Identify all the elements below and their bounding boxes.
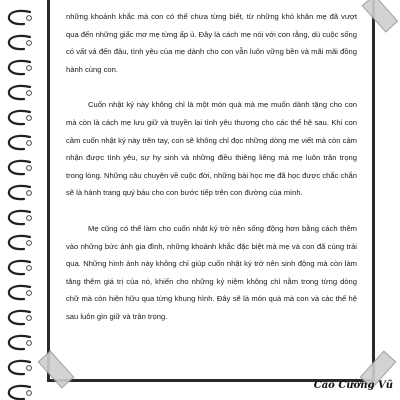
paragraph-3: Mẹ cũng có thể làm cho cuốn nhật ký trở nên sống động hơn bằng cách thêm vào những bức ảnh gia đình, những khoảnh khắc đặc biệt mà mẹ và con đã cùng trải qua. Những hình ảnh này không chỉ giúp cuốn nhật ký trở nên sinh động mà còn làm tăng thêm giá trị của nó, khiến cho những kỷ niệm không chỉ nằm trong từng dòng chữ mà còn hiện hữu qua từng khung hình. Đây sẽ là món quà mà con và các thế hệ sau luôn gìn giữ và trân trọng.	[66, 223, 357, 321]
spiral-binding	[0, 0, 34, 400]
author-signature: Cao Cường Vũ	[313, 380, 393, 391]
paragraph-2: Cuốn nhật ký này không chỉ là một món quà mà mẹ muốn dành tặng cho con mà còn là cách mẹ lưu giữ và truyền lại tình yêu thương cho các thế hệ sau. Khi con cầm cuốn nhật ký này trên tay, con sẽ không chỉ đọc những dòng mẹ viết mà còn cảm nhận được tình yêu, sự hy sinh và những điều thiêng liêng mà mẹ luôn trân trọng trong lòng. Những câu chuyện về cuộc đời, những bài học mẹ đã học được chắc chắn sẽ là hành trang quý báu cho con bước tiếp trên con đường của mình.	[66, 100, 357, 198]
paragraph-1: những khoảnh khắc mà con có thể chưa từng biết, từ những khó khăn mẹ đã vượt qua đến những giấc mơ mẹ từng ấp ủ. Đây là cách mẹ nói với con rằng, dù cuộc sống có vất vả đến đâu, tình yêu của mẹ dành cho con vẫn luôn vững bền và mãi mãi đồng hành cùng con.	[66, 12, 357, 74]
body-text	[66, 8, 357, 344]
